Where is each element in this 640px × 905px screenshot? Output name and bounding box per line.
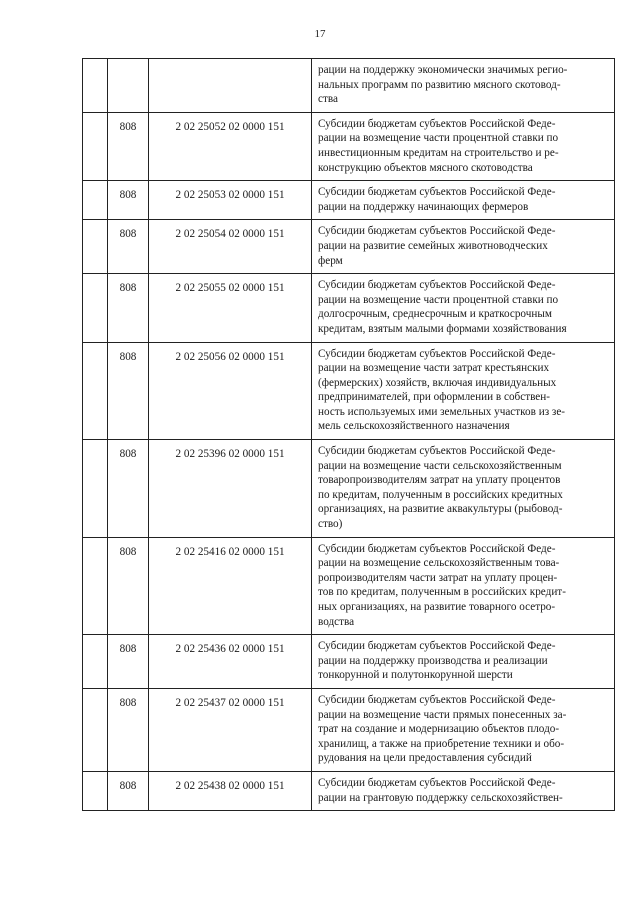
admin-code-cell: 808 [108, 181, 149, 220]
admin-code-cell: 808 [108, 635, 149, 689]
description-text [312, 772, 614, 810]
blank-number-cell [83, 771, 108, 810]
table-row [83, 688, 615, 771]
description-cell [312, 220, 615, 274]
description-cell [312, 181, 615, 220]
description-cell [312, 771, 615, 810]
kbk-code-cell: 2 02 25437 02 0000 151 [149, 688, 312, 771]
description-line: предпринимателей, при оформлении в собствен- [318, 391, 550, 404]
description-cell [312, 274, 615, 342]
description-line: конструкцию объектов мясного скотоводства [318, 161, 533, 174]
description-text [312, 220, 614, 273]
description-line: трат на создание и модернизацию объектов плодо- [318, 723, 560, 736]
admin-code-cell: 808 [108, 342, 149, 440]
description-cell [312, 112, 615, 180]
table-row [83, 274, 615, 342]
description-line: рации на поддержку производства и реализации [318, 654, 548, 667]
blank-number-cell [83, 274, 108, 342]
description-line: рации на возмещение части процентной ставки по [318, 132, 559, 145]
description-cell [312, 59, 615, 113]
admin-code-cell: 808 [108, 274, 149, 342]
blank-number-cell [83, 181, 108, 220]
description-line: тонкорунной и полутонкорунной шерсти [318, 669, 513, 682]
description-cell [312, 342, 615, 440]
kbk-code-cell: 2 02 25396 02 0000 151 [149, 440, 312, 538]
blank-number-cell [83, 440, 108, 538]
blank-number-cell [83, 537, 108, 635]
description-cell [312, 688, 615, 771]
table-row [83, 220, 615, 274]
budget-classification-table [82, 58, 615, 811]
description-text [312, 59, 614, 112]
admin-code-cell: 808 [108, 771, 149, 810]
description-line: нальных программ по развитию мясного скотовод- [318, 78, 561, 91]
description-line: ства [318, 93, 338, 106]
description-line: Субсидии бюджетам субъектов Российской Феде- [318, 186, 556, 199]
table-row [83, 59, 615, 113]
description-line: рации на возмещение части прямых понесенных за- [318, 708, 567, 721]
description-line: Субсидии бюджетам субъектов Российской Феде- [318, 225, 556, 238]
description-text [312, 538, 614, 635]
table-row [83, 342, 615, 440]
description-text [312, 113, 614, 180]
admin-code-cell [108, 59, 149, 113]
description-line: Субсидии бюджетам субъектов Российской Феде- [318, 693, 556, 706]
description-line: хранилищ, а также на приобретение техники и обо- [318, 737, 565, 750]
description-line: инвестиционным кредитам на строительство и ре- [318, 146, 559, 159]
description-text [312, 635, 614, 688]
description-line: мель сельскохозяйственного назначения [318, 420, 510, 433]
table-row [83, 112, 615, 180]
page-number: 17 [314, 28, 326, 40]
description-line: кредитам, взятым малыми формами хозяйствования [318, 322, 567, 335]
kbk-code-cell: 2 02 25053 02 0000 151 [149, 181, 312, 220]
admin-code-cell: 808 [108, 688, 149, 771]
description-line: рудования на цели предоставления субсидий [318, 752, 532, 765]
description-line: Субсидии бюджетам субъектов Российской Феде- [318, 776, 556, 789]
table-row [83, 440, 615, 538]
description-line: долгосрочным, среднесрочным и краткосрочным [318, 308, 552, 321]
blank-number-cell [83, 112, 108, 180]
description-line: ность используемых ими земельных участков из зе- [318, 405, 566, 418]
description-line: Субсидии бюджетам субъектов Российской Феде- [318, 445, 556, 458]
description-line: по кредитам, полученным в российских кредитных [318, 488, 563, 501]
description-line: тов по кредитам, полученным в российских кредит- [318, 586, 566, 599]
kbk-code-cell: 2 02 25052 02 0000 151 [149, 112, 312, 180]
kbk-code-cell: 2 02 25056 02 0000 151 [149, 342, 312, 440]
kbk-code-cell [149, 59, 312, 113]
table-row [83, 771, 615, 810]
blank-number-cell [83, 688, 108, 771]
description-line: товаропроизводителям затрат на уплату процентов [318, 474, 561, 487]
description-text [312, 343, 614, 440]
blank-number-cell [83, 635, 108, 689]
description-line: рации на поддержку начинающих фермеров [318, 200, 529, 213]
description-text [312, 689, 614, 771]
description-line: (фермерских) хозяйств, включая индивидуальных [318, 376, 557, 389]
description-text [312, 440, 614, 537]
kbk-code-cell: 2 02 25054 02 0000 151 [149, 220, 312, 274]
description-line: Субсидии бюджетам субъектов Российской Феде- [318, 640, 556, 653]
description-line: ферм [318, 254, 343, 267]
admin-code-cell: 808 [108, 220, 149, 274]
blank-number-cell [83, 59, 108, 113]
description-line: рации на возмещение части процентной ставки по [318, 293, 559, 306]
admin-code-cell: 808 [108, 440, 149, 538]
description-line: Субсидии бюджетам субъектов Российской Феде- [318, 279, 556, 292]
description-line: рации на возмещение части сельскохозяйственным [318, 459, 562, 472]
description-line: Субсидии бюджетам субъектов Российской Феде- [318, 117, 556, 130]
blank-number-cell [83, 220, 108, 274]
kbk-code-cell: 2 02 25436 02 0000 151 [149, 635, 312, 689]
description-line: Субсидии бюджетам субъектов Российской Феде- [318, 347, 556, 360]
description-cell [312, 537, 615, 635]
kbk-code-cell: 2 02 25055 02 0000 151 [149, 274, 312, 342]
description-line: организациях, на развитие аквакультуры (рыбовод- [318, 503, 563, 516]
table-row [83, 537, 615, 635]
description-line: ство) [318, 518, 343, 531]
table-row [83, 635, 615, 689]
description-line: ропроизводителям части затрат на уплату процен- [318, 571, 558, 584]
blank-number-cell [83, 342, 108, 440]
description-line: рации на грантовую поддержку сельскохозяйствен- [318, 791, 563, 804]
description-cell [312, 440, 615, 538]
description-text [312, 181, 614, 219]
description-line: рации на развитие семейных животноводческих [318, 239, 548, 252]
description-line: рации на возмещение части затрат крестьянских [318, 362, 550, 375]
table-row [83, 181, 615, 220]
description-text [312, 274, 614, 341]
description-line: ных организациях, на развитие товарного осетро- [318, 601, 556, 613]
description-line: рации на возмещение сельскохозяйственным това- [318, 557, 560, 570]
kbk-code-cell: 2 02 25416 02 0000 151 [149, 537, 312, 635]
description-line: Субсидии бюджетам субъектов Российской Феде- [318, 542, 556, 555]
table-body [83, 59, 615, 811]
description-line: водства [318, 615, 355, 628]
description-line: рации на поддержку экономически значимых регио- [318, 64, 568, 76]
admin-code-cell: 808 [108, 537, 149, 635]
kbk-code-cell: 2 02 25438 02 0000 151 [149, 771, 312, 810]
description-cell [312, 635, 615, 689]
admin-code-cell: 808 [108, 112, 149, 180]
